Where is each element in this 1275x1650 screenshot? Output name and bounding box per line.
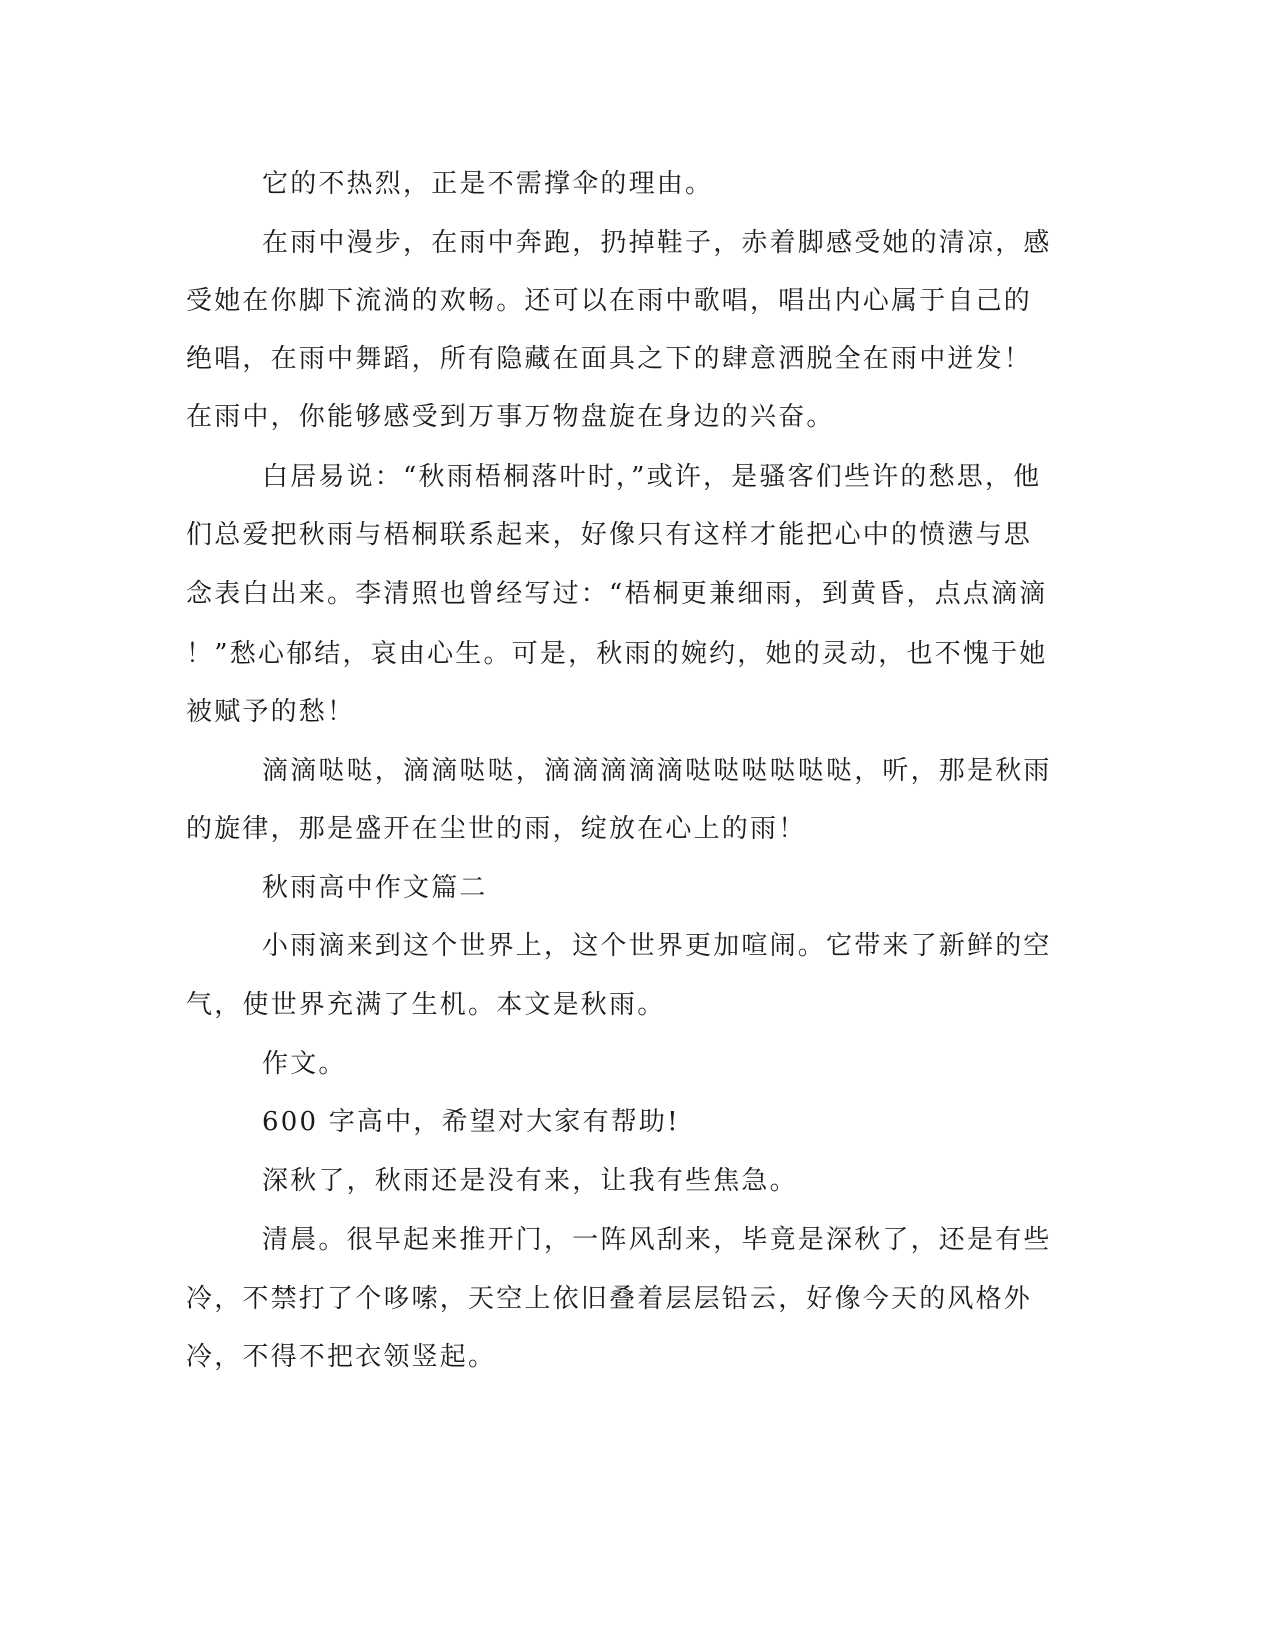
text-line: 冷，不禁打了个哆嗦，天空上依旧叠着层层铅云，好像今天的风格外 bbox=[186, 1284, 1033, 1314]
text-line: ！”愁心郁结，哀由心生。可是，秋雨的婉约，她的灵动，也不愧于她 bbox=[186, 639, 1048, 669]
text-line: 在雨中，你能够感受到万事万物盘旋在身边的兴奋。 bbox=[186, 402, 835, 432]
text-line: 在雨中漫步，在雨中奔跑，扔掉鞋子，赤着脚感受她的清凉，感 bbox=[262, 228, 1052, 258]
text-line: 们总爱把秋雨与梧桐联系起来，好像只有这样才能把心中的愤懑与思 bbox=[186, 520, 1033, 550]
text-line: 绝唱，在雨中舞蹈，所有隐藏在面具之下的肆意洒脱全在雨中迸发！ bbox=[186, 344, 1033, 374]
text-line: 被赋予的愁！ bbox=[186, 697, 356, 727]
text-line: 清晨。很早起来推开门，一阵风刮来，毕竟是深秋了，还是有些 bbox=[262, 1225, 1052, 1255]
text-line: 的旋律，那是盛开在尘世的雨，绽放在心上的雨！ bbox=[186, 814, 807, 844]
text-line: 作文。 bbox=[262, 1049, 347, 1079]
text-line: 冷，不得不把衣领竖起。 bbox=[186, 1342, 497, 1372]
text-line: 滴滴哒哒，滴滴哒哒，滴滴滴滴滴哒哒哒哒哒哒，听，那是秋雨 bbox=[262, 756, 1052, 786]
text-line: 600 字高中，希望对大家有帮助! bbox=[262, 1107, 680, 1137]
text-line: 受她在你脚下流淌的欢畅。还可以在雨中歌唱，唱出内心属于自己的 bbox=[186, 286, 1033, 316]
text-line: 白居易说：“秋雨梧桐落叶时，”或许，是骚客们些许的愁思，他 bbox=[262, 462, 1042, 492]
section-heading: 秋雨高中作文篇二 bbox=[262, 873, 488, 903]
text-line: 气，使世界充满了生机。本文是秋雨。 bbox=[186, 990, 666, 1020]
text-line: 小雨滴来到这个世界上，这个世界更加喧闹。它带来了新鲜的空 bbox=[262, 931, 1052, 961]
text-line: 深秋了，秋雨还是没有来，让我有些焦急。 bbox=[262, 1166, 798, 1196]
text-line: 它的不热烈，正是不需撑伞的理由。 bbox=[262, 169, 714, 199]
text-line: 念表白出来。李清照也曾经写过：“梧桐更兼细雨，到黄昏，点点滴滴 bbox=[186, 579, 1048, 609]
